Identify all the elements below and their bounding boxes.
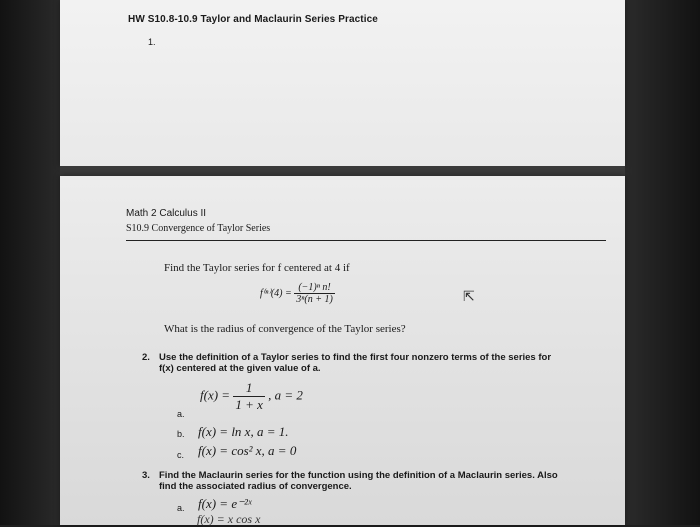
question-1-number: 1. [148, 37, 156, 47]
problem-2a-center: , a = 2 [268, 387, 303, 403]
problem-1-question: What is the radius of convergence of the Taylor series? [164, 323, 406, 335]
section-title: S10.9 Convergence of Taylor Series [126, 223, 271, 234]
problem-2b-expression: f(x) = ln x, a = 1. [198, 424, 289, 439]
formula-denominator: 3ⁿ(n + 1) [296, 294, 333, 305]
problem-2c-label: c. [177, 450, 185, 460]
problem-2a-label: a. [177, 409, 185, 419]
course-name: Math 2 Calculus II [126, 208, 207, 219]
problem-3a-label: a. [177, 503, 185, 513]
homework-title: HW S10.8-10.9 Taylor and Maclaurin Series Practice [128, 14, 378, 25]
problem-2a-lhs: f(x) = [200, 387, 231, 403]
problem-3a-expression: f(x) = e⁻²ˣ [198, 496, 252, 511]
problem-2a-denominator: 1 + x [235, 397, 263, 412]
problem-3b-expression-cut-off: f(x) = x cos x [197, 512, 261, 526]
formula-lhs: f⁽ⁿ⁾(4) = [260, 287, 292, 299]
problem-2a-expression [200, 380, 303, 413]
problem-3-text: Find the Maclaurin series for the function using the definition of a Maclaurin series. Also find the associated radius of convergence. [159, 470, 558, 492]
problem-3-number: 3. [142, 470, 150, 481]
header-divider [126, 240, 606, 241]
problem-2 [142, 352, 562, 374]
problem-2a-fraction [233, 380, 265, 413]
derivative-formula [260, 282, 335, 305]
problem-2b-label: b. [177, 429, 185, 439]
left-screen-edge [0, 0, 60, 525]
problem-1-prompt: Find the Taylor series for f centered at 4 if [164, 262, 350, 274]
worksheet-page-1 [60, 0, 625, 166]
right-screen-edge [625, 0, 700, 525]
formula-fraction [294, 282, 335, 305]
problem-2-text: Use the definition of a Taylor series to find the first four nonzero terms of the series for f(x) centered at the given value of a. [159, 352, 552, 374]
formula-numerator: (−1)ⁿ n! [294, 282, 335, 294]
problem-2-number: 2. [142, 352, 150, 363]
problem-3 [142, 470, 562, 492]
problem-2c-expression: f(x) = cos² x, a = 0 [198, 443, 297, 458]
mouse-cursor-icon: ⇱ [463, 288, 475, 304]
page-separator [60, 166, 625, 176]
worksheet-page-2 [60, 176, 625, 525]
problem-2a-numerator: 1 [233, 380, 265, 397]
